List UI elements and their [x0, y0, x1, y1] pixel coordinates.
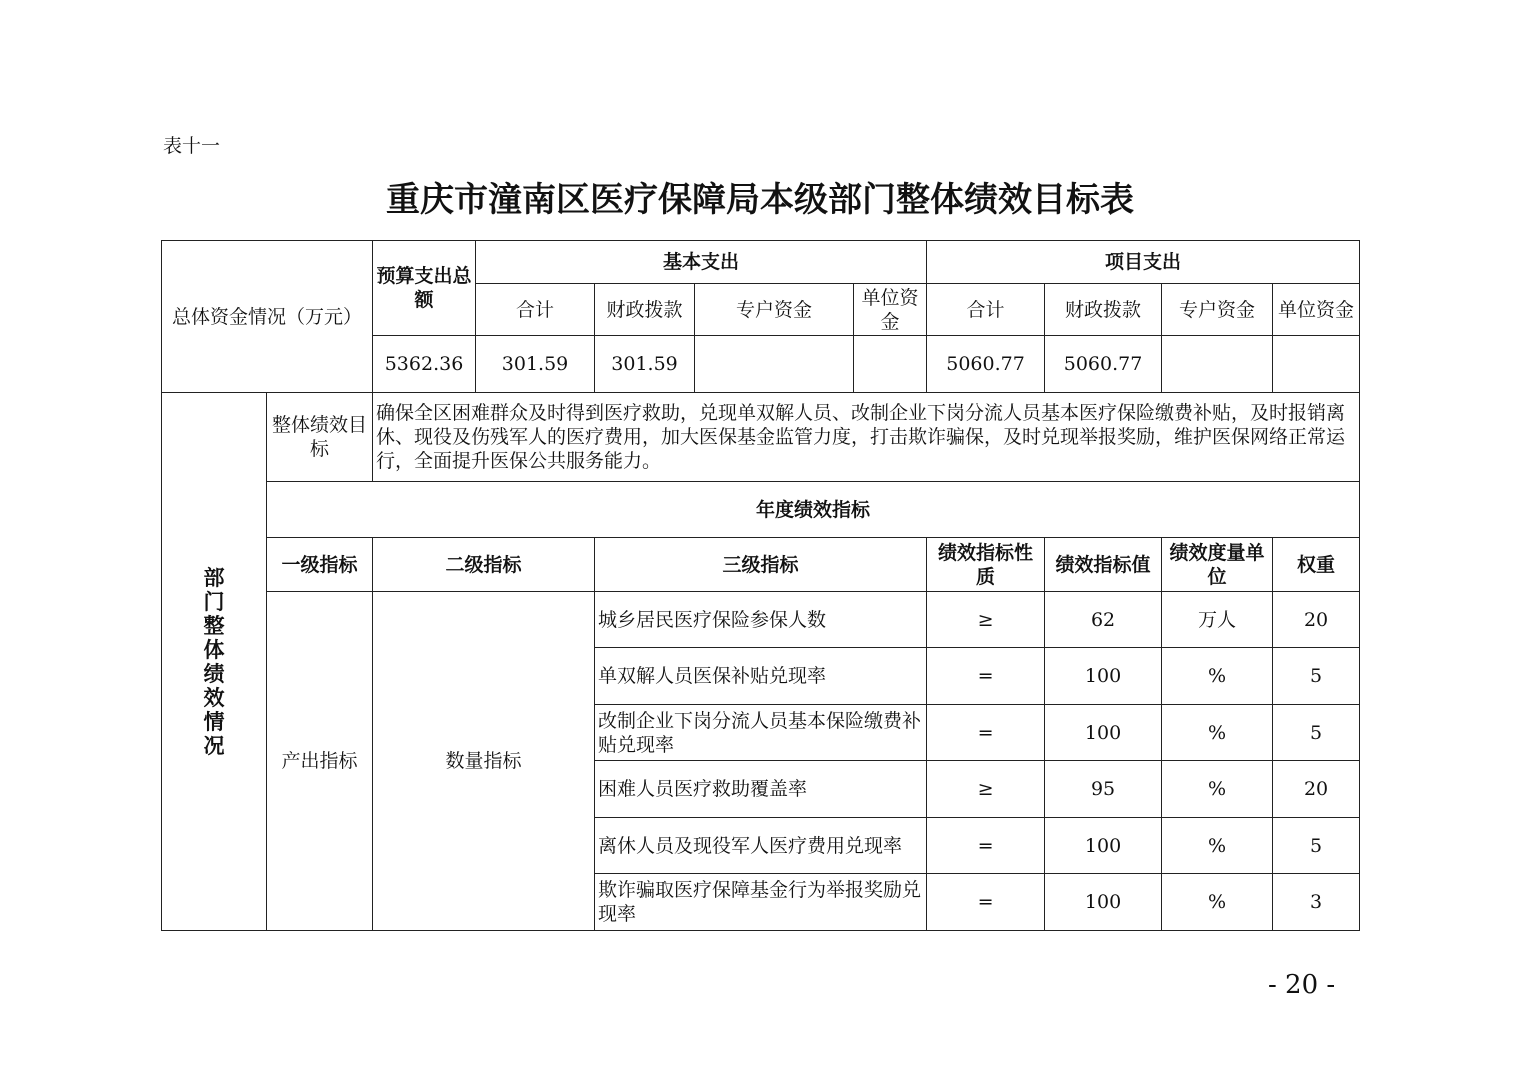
page-number: - 20 -	[1268, 970, 1336, 1000]
unit-header: 绩效度量单位	[1162, 538, 1273, 592]
level1-header: 一级指标	[267, 538, 373, 592]
indicator-header-row	[162, 538, 1360, 592]
nature-header: 绩效指标性质	[927, 538, 1045, 592]
indicator-weight: 20	[1273, 592, 1360, 648]
indicator-unit: %	[1162, 874, 1273, 931]
project-expense-header: 项目支出	[927, 241, 1360, 284]
indicator-unit: %	[1162, 648, 1273, 705]
indicator-weight: 20	[1273, 761, 1360, 818]
project-total-header: 合计	[927, 284, 1045, 336]
goal-label: 整体绩效目标	[267, 393, 373, 482]
indicator-nature: ≥	[927, 592, 1045, 648]
performance-table	[161, 240, 1360, 931]
indicator-unit: %	[1162, 818, 1273, 874]
indicator-weight: 5	[1273, 818, 1360, 874]
project-special-value	[1162, 336, 1273, 393]
indicator-weight: 5	[1273, 705, 1360, 761]
annual-indicators-header: 年度绩效指标	[267, 482, 1360, 538]
basic-total-header: 合计	[476, 284, 595, 336]
level2-header: 二级指标	[373, 538, 595, 592]
project-fiscal-value: 5060.77	[1045, 336, 1162, 393]
budget-total-header: 预算支出总额	[373, 241, 476, 336]
funds-header-row	[162, 241, 1360, 284]
funds-label: 总体资金情况（万元）	[162, 241, 373, 393]
weight-header: 权重	[1273, 538, 1360, 592]
basic-special-header: 专户资金	[695, 284, 854, 336]
project-special-header: 专户资金	[1162, 284, 1273, 336]
indicator-name: 欺诈骗取医疗保障基金行为举报奖励兑现率	[595, 874, 927, 931]
basic-unit-value	[854, 336, 927, 393]
section-side-label: 部 门 整 体 绩 效 情 况	[162, 393, 267, 931]
indicator-unit: %	[1162, 761, 1273, 818]
level2-value: 数量指标	[373, 592, 595, 931]
basic-total-value: 301.59	[476, 336, 595, 393]
level3-header: 三级指标	[595, 538, 927, 592]
indicator-nature: =	[927, 648, 1045, 705]
basic-expense-header: 基本支出	[476, 241, 927, 284]
indicator-value: 100	[1045, 705, 1162, 761]
goal-row	[162, 393, 1360, 482]
project-total-value: 5060.77	[927, 336, 1045, 393]
level1-value: 产出指标	[267, 592, 373, 931]
document-title: 重庆市潼南区医疗保障局本级部门整体绩效目标表	[386, 180, 1134, 220]
value-header: 绩效指标值	[1045, 538, 1162, 592]
annual-indicators-row	[162, 482, 1360, 538]
project-fiscal-header: 财政拨款	[1045, 284, 1162, 336]
indicator-weight: 3	[1273, 874, 1360, 931]
table-number: 表十一	[163, 135, 221, 157]
indicator-name: 改制企业下岗分流人员基本保险缴费补贴兑现率	[595, 705, 927, 761]
basic-special-value	[695, 336, 854, 393]
indicator-weight: 5	[1273, 648, 1360, 705]
indicator-nature: =	[927, 874, 1045, 931]
indicator-name: 离休人员及现役军人医疗费用兑现率	[595, 818, 927, 874]
indicator-name: 困难人员医疗救助覆盖率	[595, 761, 927, 818]
indicator-nature: ≥	[927, 761, 1045, 818]
indicator-value: 100	[1045, 818, 1162, 874]
project-unit-value	[1273, 336, 1360, 393]
indicator-value: 100	[1045, 874, 1162, 931]
project-unit-header: 单位资金	[1273, 284, 1360, 336]
indicator-name: 单双解人员医保补贴兑现率	[595, 648, 927, 705]
indicator-nature: =	[927, 705, 1045, 761]
indicator-value: 100	[1045, 648, 1162, 705]
goal-text: 确保全区困难群众及时得到医疗救助，兑现单双解人员、改制企业下岗分流人员基本医疗保险缴费补贴，及时报销离休、现役及伤残军人的医疗费用，加大医保基金监管力度，打击欺诈骗保，及时兑现举报奖励，维护医保网络正常运行，全面提升医保公共服务能力。	[373, 393, 1360, 482]
budget-total-value: 5362.36	[373, 336, 476, 393]
indicator-name: 城乡居民医疗保险参保人数	[595, 592, 927, 648]
basic-fiscal-value: 301.59	[595, 336, 695, 393]
indicator-nature: =	[927, 818, 1045, 874]
indicator-unit: %	[1162, 705, 1273, 761]
basic-fiscal-header: 财政拨款	[595, 284, 695, 336]
indicator-value: 95	[1045, 761, 1162, 818]
indicator-value: 62	[1045, 592, 1162, 648]
indicator-unit: 万人	[1162, 592, 1273, 648]
basic-unit-header: 单位资金	[854, 284, 927, 336]
table-row	[162, 592, 1360, 648]
